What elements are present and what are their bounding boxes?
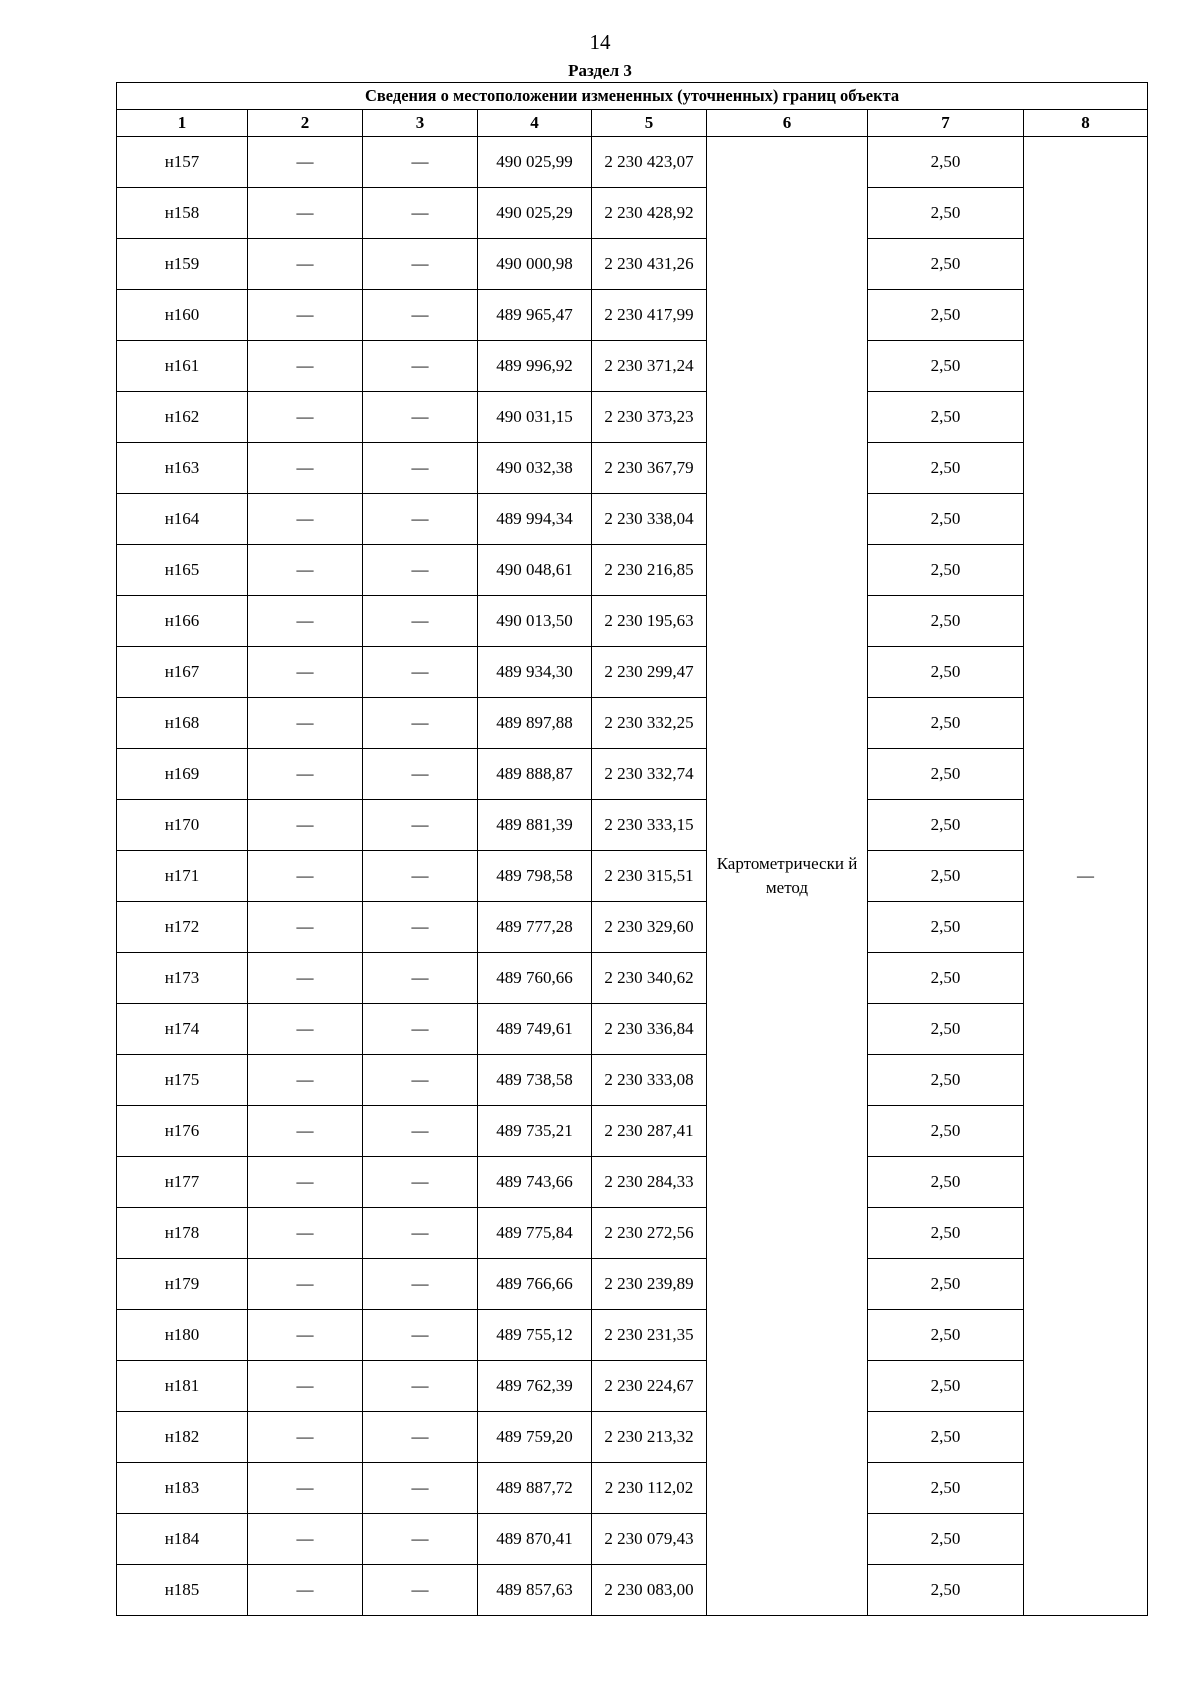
accuracy-cell: 2,50 [868,953,1024,1004]
x-coordinate-cell: 490 048,61 [478,545,592,596]
x-coordinate-cell: 490 013,50 [478,596,592,647]
table-row [117,902,1148,953]
column-2-cell: — [248,545,363,596]
table-row [117,800,1148,851]
table-row [117,494,1148,545]
y-coordinate-cell: 2 230 332,25 [592,698,707,749]
y-coordinate-cell: 2 230 428,92 [592,188,707,239]
y-coordinate-cell: 2 230 338,04 [592,494,707,545]
accuracy-cell: 2,50 [868,443,1024,494]
column-2-cell: — [248,596,363,647]
x-coordinate-cell: 489 996,92 [478,341,592,392]
point-id-cell: н160 [117,290,248,341]
boundary-coordinates-table [116,82,1148,1616]
y-coordinate-cell: 2 230 329,60 [592,902,707,953]
table-row [117,953,1148,1004]
point-id-cell: н183 [117,1463,248,1514]
x-coordinate-cell: 489 760,66 [478,953,592,1004]
x-coordinate-cell: 489 755,12 [478,1310,592,1361]
column-2-cell: — [248,494,363,545]
y-coordinate-cell: 2 230 373,23 [592,392,707,443]
column-3-cell: — [363,1463,478,1514]
table-row [117,1361,1148,1412]
column-2-cell: — [248,647,363,698]
column-2-cell: — [248,953,363,1004]
point-id-cell: н177 [117,1157,248,1208]
point-id-cell: н167 [117,647,248,698]
point-id-cell: н157 [117,137,248,188]
x-coordinate-cell: 489 887,72 [478,1463,592,1514]
y-coordinate-cell: 2 230 336,84 [592,1004,707,1055]
x-coordinate-cell: 489 798,58 [478,851,592,902]
accuracy-cell: 2,50 [868,137,1024,188]
y-coordinate-cell: 2 230 340,62 [592,953,707,1004]
y-coordinate-cell: 2 230 112,02 [592,1463,707,1514]
x-coordinate-cell: 489 735,21 [478,1106,592,1157]
y-coordinate-cell: 2 230 284,33 [592,1157,707,1208]
point-id-cell: н185 [117,1565,248,1616]
table-row [117,1208,1148,1259]
column-3-cell: — [363,647,478,698]
accuracy-cell: 2,50 [868,1514,1024,1565]
y-coordinate-cell: 2 230 287,41 [592,1106,707,1157]
accuracy-cell: 2,50 [868,239,1024,290]
column-3-cell: — [363,1055,478,1106]
column-3-cell: — [363,749,478,800]
column-2-cell: — [248,902,363,953]
x-coordinate-cell: 490 032,38 [478,443,592,494]
x-coordinate-cell: 489 766,66 [478,1259,592,1310]
accuracy-cell: 2,50 [868,188,1024,239]
table-row [117,698,1148,749]
y-coordinate-cell: 2 230 333,08 [592,1055,707,1106]
column-2-cell: — [248,341,363,392]
column-2-cell: — [248,137,363,188]
y-coordinate-cell: 2 230 371,24 [592,341,707,392]
point-id-cell: н159 [117,239,248,290]
table-row [117,1106,1148,1157]
x-coordinate-cell: 489 777,28 [478,902,592,953]
accuracy-cell: 2,50 [868,392,1024,443]
column-3-cell: — [363,698,478,749]
column-number-4: 4 [478,110,592,137]
y-coordinate-cell: 2 230 367,79 [592,443,707,494]
column-2-cell: — [248,1310,363,1361]
x-coordinate-cell: 489 749,61 [478,1004,592,1055]
table-row [117,851,1148,902]
point-id-cell: н179 [117,1259,248,1310]
column-number-5: 5 [592,110,707,137]
point-id-cell: н171 [117,851,248,902]
column-2-cell: — [248,1565,363,1616]
point-id-cell: н180 [117,1310,248,1361]
column-3-cell: — [363,290,478,341]
table-caption: Сведения о местоположении измененных (уточненных) границ объекта [117,83,1148,110]
column-2-cell: — [248,1514,363,1565]
table-row [117,443,1148,494]
y-coordinate-cell: 2 230 239,89 [592,1259,707,1310]
page-number: 14 [589,30,611,54]
y-coordinate-cell: 2 230 079,43 [592,1514,707,1565]
column-2-cell: — [248,800,363,851]
y-coordinate-cell: 2 230 195,63 [592,596,707,647]
column-2-cell: — [248,1463,363,1514]
point-id-cell: н158 [117,188,248,239]
accuracy-cell: 2,50 [868,1004,1024,1055]
column-3-cell: — [363,1259,478,1310]
x-coordinate-cell: 489 759,20 [478,1412,592,1463]
table-row [117,596,1148,647]
y-coordinate-cell: 2 230 216,85 [592,545,707,596]
column-3-cell: — [363,188,478,239]
accuracy-cell: 2,50 [868,1208,1024,1259]
column-3-cell: — [363,1565,478,1616]
point-id-cell: н164 [117,494,248,545]
column-2-cell: — [248,290,363,341]
column-number-1: 1 [117,110,248,137]
table-row [117,1463,1148,1514]
column-3-cell: — [363,341,478,392]
point-id-cell: н161 [117,341,248,392]
column-3-cell: — [363,1004,478,1055]
column-3-cell: — [363,137,478,188]
x-coordinate-cell: 489 934,30 [478,647,592,698]
column-3-cell: — [363,953,478,1004]
point-id-cell: н162 [117,392,248,443]
accuracy-cell: 2,50 [868,698,1024,749]
column-3-cell: — [363,1106,478,1157]
y-coordinate-cell: 2 230 231,35 [592,1310,707,1361]
column-2-cell: — [248,749,363,800]
y-coordinate-cell: 2 230 083,00 [592,1565,707,1616]
y-coordinate-cell: 2 230 332,74 [592,749,707,800]
column-3-cell: — [363,1412,478,1463]
column-3-cell: — [363,902,478,953]
x-coordinate-cell: 489 870,41 [478,1514,592,1565]
point-id-cell: н175 [117,1055,248,1106]
accuracy-cell: 2,50 [868,1361,1024,1412]
accuracy-cell: 2,50 [868,1412,1024,1463]
column-number-6: 6 [707,110,868,137]
column-8-cell: — [1024,137,1148,1616]
x-coordinate-cell: 489 743,66 [478,1157,592,1208]
x-coordinate-cell: 489 775,84 [478,1208,592,1259]
column-2-cell: — [248,443,363,494]
column-2-cell: — [248,1361,363,1412]
method-cell: Картометрически й метод [707,137,868,1616]
table-row [117,188,1148,239]
column-2-cell: — [248,239,363,290]
table-row [117,1310,1148,1361]
table-row [117,1259,1148,1310]
accuracy-cell: 2,50 [868,1157,1024,1208]
accuracy-cell: 2,50 [868,290,1024,341]
x-coordinate-cell: 490 031,15 [478,392,592,443]
x-coordinate-cell: 489 965,47 [478,290,592,341]
y-coordinate-cell: 2 230 224,67 [592,1361,707,1412]
point-id-cell: н172 [117,902,248,953]
column-2-cell: — [248,1259,363,1310]
accuracy-cell: 2,50 [868,800,1024,851]
column-3-cell: — [363,443,478,494]
table-row [117,647,1148,698]
column-number-3: 3 [363,110,478,137]
point-id-cell: н184 [117,1514,248,1565]
column-3-cell: — [363,596,478,647]
accuracy-cell: 2,50 [868,545,1024,596]
y-coordinate-cell: 2 230 333,15 [592,800,707,851]
accuracy-cell: 2,50 [868,596,1024,647]
accuracy-cell: 2,50 [868,1463,1024,1514]
table-row [117,1565,1148,1616]
table-row [117,545,1148,596]
point-id-cell: н178 [117,1208,248,1259]
y-coordinate-cell: 2 230 272,56 [592,1208,707,1259]
table-row [117,1514,1148,1565]
column-3-cell: — [363,1208,478,1259]
accuracy-cell: 2,50 [868,749,1024,800]
accuracy-cell: 2,50 [868,494,1024,545]
point-id-cell: н165 [117,545,248,596]
y-coordinate-cell: 2 230 315,51 [592,851,707,902]
table-row [117,290,1148,341]
x-coordinate-cell: 490 025,29 [478,188,592,239]
point-id-cell: н163 [117,443,248,494]
point-id-cell: н170 [117,800,248,851]
column-3-cell: — [363,851,478,902]
column-3-cell: — [363,1514,478,1565]
x-coordinate-cell: 489 738,58 [478,1055,592,1106]
x-coordinate-cell: 489 897,88 [478,698,592,749]
column-2-cell: — [248,1004,363,1055]
x-coordinate-cell: 489 857,63 [478,1565,592,1616]
column-number-7: 7 [868,110,1024,137]
accuracy-cell: 2,50 [868,1310,1024,1361]
section-title: Раздел 3 [568,61,632,80]
accuracy-cell: 2,50 [868,851,1024,902]
column-2-cell: — [248,851,363,902]
table-row [117,1004,1148,1055]
y-coordinate-cell: 2 230 417,99 [592,290,707,341]
column-number-2: 2 [248,110,363,137]
y-coordinate-cell: 2 230 423,07 [592,137,707,188]
column-3-cell: — [363,1310,478,1361]
column-number-8: 8 [1024,110,1148,137]
accuracy-cell: 2,50 [868,1565,1024,1616]
column-2-cell: — [248,1055,363,1106]
accuracy-cell: 2,50 [868,902,1024,953]
column-2-cell: — [248,392,363,443]
x-coordinate-cell: 490 025,99 [478,137,592,188]
accuracy-cell: 2,50 [868,1259,1024,1310]
point-id-cell: н176 [117,1106,248,1157]
point-id-cell: н168 [117,698,248,749]
table-row [117,1157,1148,1208]
x-coordinate-cell: 489 994,34 [478,494,592,545]
column-3-cell: — [363,545,478,596]
column-3-cell: — [363,494,478,545]
column-3-cell: — [363,1361,478,1412]
accuracy-cell: 2,50 [868,1055,1024,1106]
point-id-cell: н182 [117,1412,248,1463]
y-coordinate-cell: 2 230 213,32 [592,1412,707,1463]
column-3-cell: — [363,800,478,851]
point-id-cell: н166 [117,596,248,647]
table-row [117,341,1148,392]
table-row [117,1055,1148,1106]
table-row [117,749,1148,800]
column-2-cell: — [248,1412,363,1463]
column-2-cell: — [248,698,363,749]
x-coordinate-cell: 490 000,98 [478,239,592,290]
column-2-cell: — [248,1208,363,1259]
x-coordinate-cell: 489 888,87 [478,749,592,800]
column-2-cell: — [248,1106,363,1157]
point-id-cell: н173 [117,953,248,1004]
table-body [117,137,1148,1616]
accuracy-cell: 2,50 [868,647,1024,698]
accuracy-cell: 2,50 [868,341,1024,392]
x-coordinate-cell: 489 762,39 [478,1361,592,1412]
accuracy-cell: 2,50 [868,1106,1024,1157]
y-coordinate-cell: 2 230 431,26 [592,239,707,290]
point-id-cell: н181 [117,1361,248,1412]
column-3-cell: — [363,239,478,290]
point-id-cell: н174 [117,1004,248,1055]
column-2-cell: — [248,188,363,239]
point-id-cell: н169 [117,749,248,800]
column-3-cell: — [363,392,478,443]
y-coordinate-cell: 2 230 299,47 [592,647,707,698]
table-row [117,137,1148,188]
table-row [117,392,1148,443]
table-row [117,1412,1148,1463]
table-row [117,239,1148,290]
column-2-cell: — [248,1157,363,1208]
x-coordinate-cell: 489 881,39 [478,800,592,851]
column-3-cell: — [363,1157,478,1208]
